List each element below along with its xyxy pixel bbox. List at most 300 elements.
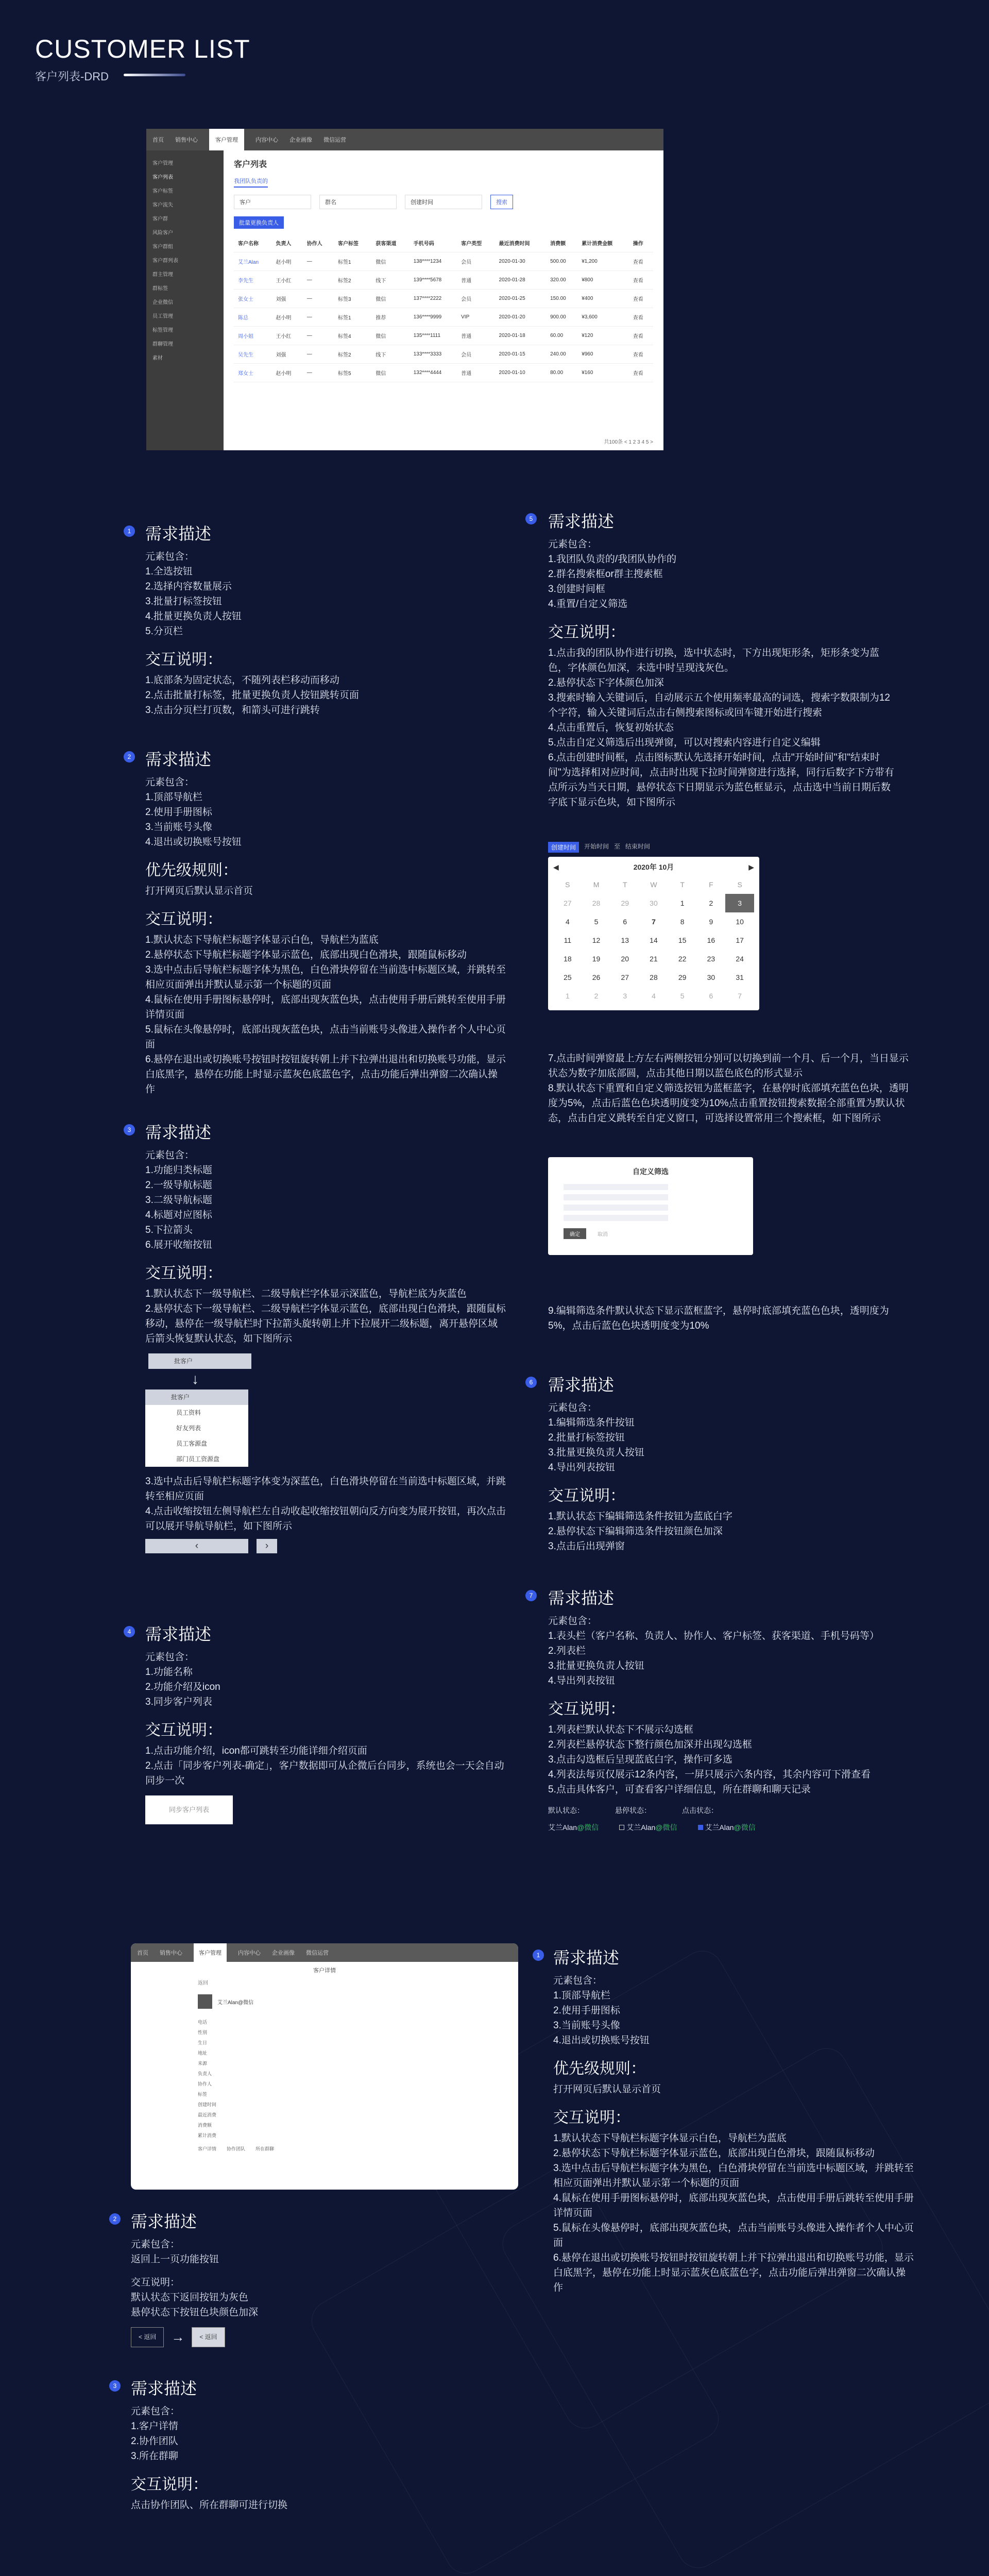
section-bottom-2 bbox=[131, 2202, 440, 2347]
section-3 bbox=[145, 1113, 506, 1553]
table-cell: 查看 bbox=[629, 290, 653, 308]
nav-item[interactable]: 首页 bbox=[152, 137, 164, 143]
table-cell: 标签1 bbox=[334, 252, 371, 271]
table-cell: 2020-01-15 bbox=[495, 345, 547, 364]
sidebar-item[interactable]: 客户列表 bbox=[152, 175, 173, 180]
submenu-item[interactable]: 员工资料 bbox=[145, 1405, 248, 1420]
section-5-cont bbox=[548, 1051, 909, 1126]
table-cell: 标签2 bbox=[334, 271, 371, 290]
menu-expanded-title[interactable]: 批客户 bbox=[171, 1394, 190, 1401]
table-cell: 500.00 bbox=[546, 252, 577, 271]
cal-day[interactable]: 6 bbox=[623, 918, 627, 926]
state-name: 艾兰Alan bbox=[705, 1823, 734, 1832]
section-ix2: 3.选中点击后导航栏标题字体变为深蓝色，白色滑块停留在当前选中标题区域，并跳转至相应页面 4.点击收缩按钮左侧导航栏左自动收起收缩按钮朝向反方向变为展开按钮，再次点击可以展开导航导航栏，如下图所示 bbox=[145, 1476, 506, 1532]
section-title: 需求描述 bbox=[131, 2379, 197, 2398]
table-cell: — bbox=[303, 252, 334, 271]
sidebar-item[interactable]: 风险客户 bbox=[152, 230, 173, 236]
nav-item-active[interactable]: 客户管理 bbox=[194, 1943, 227, 1962]
cal-day[interactable]: 7 bbox=[652, 918, 656, 926]
cal-day[interactable]: 30 bbox=[650, 899, 658, 907]
section-title: 需求描述 bbox=[145, 524, 212, 543]
section-ix: 1.底部条为固定状态，不随列表栏移动而移动 2.点击批量打标签，批量更换负责人按钮跳转页面 3.点击分页栏打页数，和箭头可进行跳转 bbox=[145, 675, 359, 716]
table-cell: 微信 bbox=[371, 364, 409, 382]
table-cell: 周小姐 bbox=[234, 327, 271, 345]
cal-day[interactable]: 22 bbox=[678, 955, 687, 963]
table-cell: 240.00 bbox=[546, 345, 577, 364]
state-tag: @微信 bbox=[734, 1823, 756, 1832]
detail-field: 标签 bbox=[198, 2092, 208, 2097]
table-cell: 查看 bbox=[629, 308, 653, 327]
table-row[interactable] bbox=[234, 290, 653, 308]
column-header: 客户标签 bbox=[334, 234, 371, 252]
top-nav bbox=[146, 129, 663, 150]
nav-item-active[interactable]: 客户管理 bbox=[209, 129, 244, 151]
sidebar-item[interactable]: 标签管理 bbox=[152, 328, 173, 333]
sidebar-item[interactable]: 素材 bbox=[152, 355, 163, 361]
prev-month-icon[interactable]: ◀ bbox=[553, 862, 559, 871]
nav-item[interactable]: 企业画像 bbox=[289, 137, 312, 143]
nav-item[interactable]: 销售中心 bbox=[160, 1950, 182, 1956]
back-link[interactable]: 返回 bbox=[198, 1980, 208, 1986]
table-cell: 80.00 bbox=[546, 364, 577, 382]
table-cell: 推荐 bbox=[371, 308, 409, 327]
section-bottom-1 bbox=[553, 1938, 914, 2295]
table-cell: 线下 bbox=[371, 271, 409, 290]
cal-tab: 至 bbox=[614, 843, 621, 850]
section-ix: 默认状态下返回按钮为灰色 悬停状态下按钮色块颜色加深 bbox=[131, 2292, 259, 2318]
table-cell: — bbox=[303, 271, 334, 290]
section-number: 7 bbox=[525, 1590, 537, 1601]
column-header: 累计消费金额 bbox=[577, 234, 629, 252]
section-ix-title: 交互说明： bbox=[548, 1701, 625, 1718]
table-cell: ¥400 bbox=[577, 290, 629, 308]
expand-button[interactable]: › bbox=[257, 1539, 277, 1553]
cal-day[interactable]: 27 bbox=[564, 899, 572, 907]
table-cell: 138****1234 bbox=[410, 252, 457, 271]
cal-day[interactable]: 31 bbox=[736, 973, 744, 981]
cal-day[interactable]: 25 bbox=[564, 973, 572, 981]
submenu-item[interactable]: 好友列表 bbox=[145, 1420, 248, 1436]
section-elements: 元素包含： 1.表头栏（客户名称、负责人、协作人、客户标签、获客渠道、手机号码等） 2.列表栏 3.批量更换负责人按钮 4.导出列表按钮 bbox=[548, 1616, 879, 1686]
cal-day[interactable]: 30 bbox=[707, 973, 715, 981]
table-cell: 2020-01-18 bbox=[495, 327, 547, 345]
table-cell: ¥160 bbox=[577, 364, 629, 382]
table-cell: 132****4444 bbox=[410, 364, 457, 382]
section-title: 需求描述 bbox=[145, 1123, 212, 1142]
cal-month: 2020年 10月 bbox=[633, 863, 674, 871]
table-cell: 查看 bbox=[629, 252, 653, 271]
table-cell: 李先生 bbox=[234, 271, 271, 290]
table-cell: 2020-01-10 bbox=[495, 364, 547, 382]
cal-day[interactable]: 24 bbox=[736, 955, 744, 963]
column-header: 负责人 bbox=[271, 234, 302, 252]
title-underline bbox=[124, 74, 185, 76]
section-number: 2 bbox=[124, 751, 135, 762]
column-header: 客户类型 bbox=[457, 234, 494, 252]
section-elements: 元素包含： 1.客户详情 2.协作团队 3.所在群聊 bbox=[131, 2406, 180, 2462]
table-cell: 会员 bbox=[457, 252, 494, 271]
cal-day[interactable]: 12 bbox=[592, 936, 601, 944]
detail-title: 客户详情 bbox=[313, 1968, 336, 1974]
table-cell: 线下 bbox=[371, 345, 409, 364]
cal-weekday: S bbox=[565, 880, 570, 889]
table-cell: ¥1,200 bbox=[577, 252, 629, 271]
back-button[interactable]: < 返回 bbox=[131, 2327, 164, 2347]
table-cell: 320.00 bbox=[546, 271, 577, 290]
tab-my-team[interactable]: 我团队负责的 bbox=[234, 177, 268, 188]
sidebar-item[interactable]: 员工管理 bbox=[152, 314, 173, 319]
page-subtitle: 客户列表-DRD bbox=[35, 70, 109, 83]
modal-row[interactable] bbox=[564, 1215, 668, 1221]
section-number: 1 bbox=[124, 526, 135, 537]
top-nav bbox=[131, 1943, 518, 1962]
section-5 bbox=[548, 502, 898, 810]
section-pr: 打开网页后默认显示首页 bbox=[553, 2084, 661, 2095]
detail-tab[interactable]: 所在群聊 bbox=[255, 2146, 275, 2151]
section-ix: 1.默认状态下导航栏标题字体显示白色，导航栏为蓝底 2.悬停状态下导航栏标题字体显示蓝色，底部出现白色滑块，跟随鼠标移动 3.选中点击后导航栏标题字体为黑色，白色滑块停留在当前选中标题区域，并跳转至相应页面弹出并默认显示第一个标题的页面 4.鼠标在使用手册图标悬停时，底部出现灰蓝色块，点击使用手册后跳转至使用手册详情页面 5.鼠标在头像悬停时，底部出现灰蓝色块，点击当前账号头像进入操作者个人中心页面 6.悬停在退出或切换账号按钮时按钮旋转朝上并下拉弹出退出和切换账号功能，显示白底黑字，悬停在功能上时显示蓝灰色底蓝色字，点击功能后弹出弹窗二次确认操作 bbox=[145, 935, 506, 1095]
section-pr: 打开网页后默认显示首页 bbox=[145, 886, 253, 896]
cal-day[interactable]: 13 bbox=[621, 936, 629, 944]
cal-weekday: T bbox=[622, 880, 627, 889]
section-ix-title: 交互说明： bbox=[548, 624, 625, 641]
detail-field: 协作人 bbox=[198, 2081, 212, 2087]
cal-day[interactable]: 19 bbox=[592, 955, 601, 963]
detail-field: 负责人 bbox=[198, 2071, 212, 2076]
section-number: 2 bbox=[109, 2213, 121, 2225]
sidebar-item[interactable]: 客户群组 bbox=[152, 244, 173, 250]
section-elements: 元素包含： 1.我团队负责的/我团队协作的 2.群名搜索框or群主搜索框 3.创建时间框 4.重置/自定义筛选 bbox=[548, 539, 677, 609]
table-cell: 赵小明 bbox=[271, 308, 302, 327]
cal-tab[interactable]: 开始时间 bbox=[584, 843, 609, 850]
next-month-icon[interactable]: ▶ bbox=[748, 862, 754, 871]
nav-item[interactable]: 微信运营 bbox=[306, 1950, 329, 1956]
date-picker bbox=[548, 842, 759, 1010]
sync-button[interactable]: 同步客户列表 bbox=[145, 1795, 233, 1824]
table-cell: 陈总 bbox=[234, 308, 271, 327]
cal-day[interactable]: 29 bbox=[678, 973, 687, 981]
cal-day[interactable]: 21 bbox=[650, 955, 658, 963]
section-number: 6 bbox=[525, 1377, 537, 1388]
table-cell: — bbox=[303, 345, 334, 364]
nav-item[interactable]: 内容中心 bbox=[238, 1950, 261, 1956]
detail-tab[interactable]: 客户详情 bbox=[198, 2146, 217, 2151]
modal-row[interactable] bbox=[564, 1184, 668, 1190]
cal-tab[interactable]: 创建时间 bbox=[548, 842, 579, 853]
table-cell: 标签2 bbox=[334, 345, 371, 364]
section-ix: 1.默认状态下编辑筛选条件按钮为蓝底白字 2.悬停状态下编辑筛选条件按钮颜色加深 3.点击后出现弹窗 bbox=[548, 1511, 732, 1552]
filter-field[interactable]: 客户 bbox=[234, 195, 311, 209]
section-ix3: 9.编辑筛选条件默认状态下显示蓝框蓝字，悬停时底部填充蓝色色块，透明度为5%，点击后蓝色色块透明度变为10% bbox=[548, 1306, 889, 1331]
table-cell: 王小红 bbox=[271, 271, 302, 290]
modal-title: 自定义筛选 bbox=[633, 1167, 669, 1176]
table-cell: 赵小明 bbox=[271, 252, 302, 271]
batch-button[interactable]: 批量更换负责人 bbox=[234, 216, 284, 229]
search-button[interactable]: 搜索 bbox=[490, 195, 513, 209]
state-name: 艾兰Alan bbox=[626, 1823, 656, 1832]
section-ix-title: 交互说明： bbox=[131, 2476, 208, 2493]
table-cell: 张女士 bbox=[234, 290, 271, 308]
table-cell: 吴先生 bbox=[234, 345, 271, 364]
cal-day[interactable]: 23 bbox=[707, 955, 715, 963]
modal-row[interactable] bbox=[564, 1205, 668, 1211]
modal-row[interactable] bbox=[564, 1194, 668, 1200]
table-cell: 2020-01-28 bbox=[495, 271, 547, 290]
cal-weekday: S bbox=[737, 880, 742, 889]
cal-day[interactable]: 3 bbox=[623, 992, 627, 1000]
section-pr-title: 优先级规则： bbox=[145, 862, 238, 879]
cal-day[interactable]: 26 bbox=[592, 973, 601, 981]
cal-day[interactable]: 3 bbox=[725, 894, 754, 912]
menu-collapsed[interactable]: 批客户 bbox=[148, 1353, 251, 1369]
table-cell: 60.00 bbox=[546, 327, 577, 345]
cal-day[interactable]: 4 bbox=[565, 918, 570, 926]
back-button-hover[interactable]: < 返回 bbox=[192, 2327, 225, 2347]
cal-day[interactable]: 9 bbox=[709, 918, 713, 926]
page-title: CUSTOMER LIST bbox=[35, 35, 250, 63]
cal-day[interactable]: 5 bbox=[680, 992, 685, 1000]
cal-day[interactable]: 14 bbox=[650, 936, 658, 944]
nav-item[interactable]: 销售中心 bbox=[175, 137, 198, 143]
cal-day[interactable]: 1 bbox=[680, 899, 685, 907]
table-row[interactable] bbox=[234, 345, 653, 364]
section-ix-title: 交互说明： bbox=[548, 1487, 625, 1504]
table-cell: — bbox=[303, 364, 334, 382]
state-tag: @微信 bbox=[577, 1823, 599, 1832]
table-cell: 会员 bbox=[457, 290, 494, 308]
cal-day[interactable]: 6 bbox=[709, 992, 713, 1000]
nav-item[interactable]: 首页 bbox=[137, 1950, 148, 1956]
section-elements: 元素包含： 1.功能归类标题 2.一级导航标题 3.二级导航标题 4.标题对应图标 5.下拉箭头 6.展开收缩按钮 bbox=[145, 1150, 212, 1250]
table-cell: ¥3,600 bbox=[577, 308, 629, 327]
filter-field[interactable]: 创建时间 bbox=[405, 195, 482, 209]
table-cell: 标签5 bbox=[334, 364, 371, 382]
section-title: 需求描述 bbox=[548, 512, 615, 531]
table-cell: 赵小明 bbox=[271, 364, 302, 382]
table-cell: 查看 bbox=[629, 364, 653, 382]
detail-field: 累计消费 bbox=[198, 2133, 217, 2138]
section-title: 需求描述 bbox=[145, 750, 212, 769]
collapse-button[interactable]: ‹ bbox=[145, 1539, 248, 1553]
submenu-item[interactable]: 部门员工资源盘 bbox=[145, 1451, 248, 1467]
detail-field: 消费额 bbox=[198, 2123, 212, 2128]
detail-field: 电话 bbox=[198, 2020, 208, 2025]
cal-day[interactable]: 1 bbox=[565, 992, 570, 1000]
section-ix2: 7.点击时间弹窗最上方左右两侧按钮分别可以切换到前一个月、后一个月，当日显示状态为数字加底部圆，点击其他日期以蓝色底色的形式显示 8.默认状态下重置和自定义筛选按钮为蓝框蓝字，在悬停时底部填充蓝色色块，透明度为5%，点击后蓝色色块透明度变为10%点击重置按钮搜索数据全部重置为默认状态，点击自定义跳转至自定义窗口，可选择设置常用三个搜索框，如下图所示 bbox=[548, 1053, 909, 1124]
cal-day[interactable]: 16 bbox=[707, 936, 715, 944]
modal-confirm[interactable]: 确定 bbox=[564, 1228, 586, 1239]
table-cell: ¥800 bbox=[577, 271, 629, 290]
section-number: 3 bbox=[124, 1124, 135, 1136]
sidebar-item[interactable]: 客户流失 bbox=[152, 202, 173, 208]
checkbox-checked[interactable] bbox=[698, 1825, 703, 1830]
arrow-right-icon: → bbox=[171, 2329, 185, 2345]
sidebar-item[interactable]: 客户标签 bbox=[152, 189, 173, 194]
section-ix: 1.默认状态下导航栏标题字体显示白色，导航栏为蓝底 2.悬停状态下导航栏标题字体显示蓝色，底部出现白色滑块，跟随鼠标移动 3.选中点击后导航栏标题字体为黑色，白色滑块停留在当前选中标题区域，并跳转至相应页面弹出并默认显示第一个标题的页面 4.鼠标在使用手册图标悬停时，底部出现灰蓝色块，点击使用手册后跳转至使用手册详情页面 5.鼠标在头像悬停时，底部出现灰蓝色块，点击当前账号头像进入操作者个人中心页面 6.悬停在退出或切换账号按钮时按钮旋转朝上并下拉弹出退出和切换账号功能，显示白底黑字，悬停在功能上时显示蓝灰色底蓝色字，点击功能后弹出弹窗二次确认操作 bbox=[553, 2133, 914, 2293]
cal-day[interactable]: 11 bbox=[564, 936, 572, 944]
column-header: 操作 bbox=[629, 234, 653, 252]
table-cell: 会员 bbox=[457, 345, 494, 364]
detail-field: 最近消费 bbox=[198, 2112, 217, 2117]
submenu-item[interactable]: 员工客源盘 bbox=[145, 1436, 248, 1451]
section-ix-title: 交互说明： bbox=[553, 2109, 630, 2126]
table-cell: 艾兰Alan bbox=[234, 252, 271, 271]
section-6 bbox=[548, 1365, 898, 1554]
section-7 bbox=[548, 1579, 898, 1835]
cal-day[interactable]: 15 bbox=[678, 936, 687, 944]
cal-day[interactable]: 17 bbox=[736, 936, 744, 944]
table-cell: VIP bbox=[457, 308, 494, 327]
section-number: 4 bbox=[124, 1626, 135, 1637]
cal-day[interactable]: 2 bbox=[709, 899, 713, 907]
pagination[interactable]: 共100条 < 1 2 3 4 5 > bbox=[604, 439, 653, 445]
section-ix: 1.点击我的团队协作进行切换，选中状态时，下方出现矩形条，矩形条变为蓝色，字体颜色加深，未选中时呈现浅灰色。 2.悬停状态下字体颜色加深 3.搜索时输入关键词后，自动展示五个使用频率最高的词选，搜索字数限制为12个字符，输入关键词后点击右侧搜索图标或回车键开始进行搜索 4.点击重置后，恢复初始状态 5.点击自定义筛选后出现弹窗，可以对搜索内容进行自定义编辑 6.点击创建时间框，点击图标默认先选择开始时间，点击"开始时间"和"结束时间"为选择相对应时间，点击时出现下拉时间弹窗进行选择，同行后数字下方带有点所示为当天日期，悬停状态下日期显示为蓝色框显示，点击选中当前日期后数字底下显示色块，如下图所示 bbox=[548, 648, 894, 808]
table-cell: 标签1 bbox=[334, 308, 371, 327]
table-cell: 王小红 bbox=[271, 327, 302, 345]
table-cell: ¥960 bbox=[577, 345, 629, 364]
section-title: 需求描述 bbox=[548, 1589, 615, 1607]
table-cell: 普通 bbox=[457, 364, 494, 382]
cal-day[interactable]: 28 bbox=[650, 973, 658, 981]
column-header: 手机号码 bbox=[410, 234, 457, 252]
table-row[interactable] bbox=[234, 364, 653, 382]
section-ix-title: 交互说明： bbox=[145, 1265, 223, 1282]
section-ix-title: 交互说明： bbox=[131, 2277, 180, 2288]
cal-tab[interactable]: 结束时间 bbox=[625, 843, 651, 850]
table-row[interactable] bbox=[234, 252, 653, 271]
avatar bbox=[198, 1994, 212, 2009]
sidebar-item[interactable]: 客户管理 bbox=[152, 161, 173, 166]
detail-field: 生日 bbox=[198, 2040, 208, 2045]
state-label: 默认状态： bbox=[548, 1806, 584, 1815]
cal-weekday: M bbox=[593, 880, 600, 889]
table-cell: 刘强 bbox=[271, 345, 302, 364]
sidebar-item[interactable]: 客户群 bbox=[152, 216, 168, 222]
section-title: 需求描述 bbox=[553, 1948, 620, 1967]
checkbox[interactable] bbox=[619, 1825, 624, 1830]
detail-field: 来源 bbox=[198, 2061, 208, 2066]
customer-detail-screenshot bbox=[131, 1943, 518, 2190]
section-elements: 元素包含： 1.顶部导航栏 2.使用手册图标 3.当前账号头像 4.退出或切换账号按钮 bbox=[145, 777, 242, 848]
section-elements: 元素包含： 1.编辑筛选条件按钮 2.批量打标签按钮 3.批量更换负责人按钮 4.导出列表按钮 bbox=[548, 1402, 644, 1473]
sidebar bbox=[146, 150, 224, 450]
detail-field: 创建时间 bbox=[198, 2102, 217, 2107]
state-label: 悬停状态： bbox=[615, 1806, 651, 1815]
table-cell: 139****5678 bbox=[410, 271, 457, 290]
sidebar-item[interactable]: 群主管理 bbox=[152, 272, 173, 278]
cal-weekday: W bbox=[650, 880, 657, 889]
section-ix: 点击协作团队、所在群聊可进行切换 bbox=[131, 2500, 288, 2511]
section-ix: 1.默认状态下一级导航栏、二级导航栏字体显示深蓝色，导航栏底为灰蓝色 2.悬停状态下一级导航栏、二级导航栏字体显示蓝色，底部出现白色滑块，跟随鼠标移动，悬停在一级导航栏时下拉箭头旋转朝上并下拉展开二级标题，离开悬停区域后箭头恢复默认状态，如下图所示 bbox=[145, 1289, 506, 1344]
nav-item[interactable]: 微信运营 bbox=[323, 137, 346, 143]
cal-weekday: F bbox=[709, 880, 713, 889]
filter-field[interactable]: 群名 bbox=[319, 195, 397, 209]
detail-field: 性别 bbox=[198, 2030, 208, 2035]
detail-tab[interactable]: 协作团队 bbox=[227, 2146, 246, 2151]
table-row[interactable] bbox=[234, 327, 653, 345]
cal-day[interactable]: 4 bbox=[652, 992, 656, 1000]
sidebar-item[interactable]: 群聊管理 bbox=[152, 342, 173, 347]
customer-table bbox=[234, 234, 653, 382]
detail-field: 地址 bbox=[198, 2050, 208, 2056]
cal-day[interactable]: 7 bbox=[738, 992, 742, 1000]
section-bottom-3 bbox=[131, 2369, 440, 2513]
table-cell: 普通 bbox=[457, 327, 494, 345]
section-2 bbox=[145, 740, 506, 1097]
table-row[interactable] bbox=[234, 308, 653, 327]
list-title: 客户列表 bbox=[234, 160, 267, 169]
column-header: 获客渠道 bbox=[371, 234, 409, 252]
table-cell: 微信 bbox=[371, 290, 409, 308]
table-row[interactable] bbox=[234, 271, 653, 290]
table-cell: 查看 bbox=[629, 327, 653, 345]
table-cell: 标签4 bbox=[334, 327, 371, 345]
cal-day[interactable]: 20 bbox=[621, 955, 629, 963]
customer-name: 艾兰Alan@微信 bbox=[217, 1999, 254, 2006]
cal-day[interactable]: 10 bbox=[736, 918, 744, 926]
table-cell: 135****1111 bbox=[410, 327, 457, 345]
column-header: 客户名称 bbox=[234, 234, 271, 252]
section-number: 3 bbox=[109, 2380, 121, 2392]
table-cell: 郑女士 bbox=[234, 364, 271, 382]
menu-expanded bbox=[145, 1389, 248, 1467]
cal-day[interactable]: 27 bbox=[621, 973, 629, 981]
sidebar-item[interactable]: 客户群列表 bbox=[152, 258, 178, 264]
table-cell: 136****9999 bbox=[410, 308, 457, 327]
cal-day[interactable]: 2 bbox=[594, 992, 599, 1000]
sidebar-item[interactable]: 企业微信 bbox=[152, 300, 173, 306]
customer-list-screenshot bbox=[146, 129, 663, 450]
section-pr-title: 优先级规则： bbox=[553, 2060, 646, 2077]
table-cell: 微信 bbox=[371, 327, 409, 345]
table-cell: 2020-01-20 bbox=[495, 308, 547, 327]
sidebar-item[interactable]: 群标签 bbox=[152, 286, 168, 292]
section-title: 需求描述 bbox=[145, 1625, 212, 1643]
section-elements: 元素包含： 1.功能名称 2.功能介绍及icon 3.同步客户列表 bbox=[145, 1652, 220, 1707]
column-header: 最近消费时间 bbox=[495, 234, 547, 252]
section-number: 5 bbox=[525, 513, 537, 524]
table-cell: — bbox=[303, 290, 334, 308]
section-ix-title: 交互说明： bbox=[145, 911, 223, 928]
section-5-end bbox=[548, 1303, 909, 1333]
nav-item[interactable]: 内容中心 bbox=[255, 137, 278, 143]
cal-day[interactable]: 5 bbox=[594, 918, 599, 926]
column-header: 消费额 bbox=[546, 234, 577, 252]
modal-cancel[interactable]: 取消 bbox=[598, 1232, 608, 1238]
table-cell: 查看 bbox=[629, 271, 653, 290]
table-cell: — bbox=[303, 327, 334, 345]
cal-day[interactable]: 29 bbox=[621, 899, 629, 907]
section-4 bbox=[145, 1615, 506, 1824]
table-cell: 刘强 bbox=[271, 290, 302, 308]
section-ix: 1.点击功能介绍，icon都可跳转至功能详细介绍页面 2.点击「同步客户列表-确定」，客户数据即可从企微后台同步，系统也会一天会自动同步一次 bbox=[145, 1745, 504, 1786]
section-title: 需求描述 bbox=[131, 2212, 197, 2231]
table-cell: 微信 bbox=[371, 252, 409, 271]
nav-item[interactable]: 企业画像 bbox=[272, 1950, 295, 1956]
cal-day[interactable]: 18 bbox=[564, 955, 572, 963]
table-cell: 900.00 bbox=[546, 308, 577, 327]
detail-fields bbox=[198, 2017, 451, 2154]
arrow-down-icon: ↓ bbox=[192, 1371, 199, 1387]
cal-day[interactable]: 28 bbox=[592, 899, 601, 907]
table-cell: 133****3333 bbox=[410, 345, 457, 364]
cal-day[interactable]: 8 bbox=[680, 918, 685, 926]
section-ix: 1.列表栏默认状态下不展示勾选框 2.列表栏悬停状态下整行颜色加深并出现勾选框 3.点击勾选框后呈现蓝底白字，操作可多选 4.列表法每页仅展示12条内容，一屏只展示六条内容，其余内容可下滑查看 5.点击具体客户，可查看客户详细信息，所在群聊和聊天记录 bbox=[548, 1724, 871, 1795]
table-cell: 普通 bbox=[457, 271, 494, 290]
table-cell: 2020-01-30 bbox=[495, 252, 547, 271]
section-ix-title: 交互说明： bbox=[145, 1722, 223, 1739]
table-cell: 150.00 bbox=[546, 290, 577, 308]
section-title: 需求描述 bbox=[548, 1376, 615, 1394]
